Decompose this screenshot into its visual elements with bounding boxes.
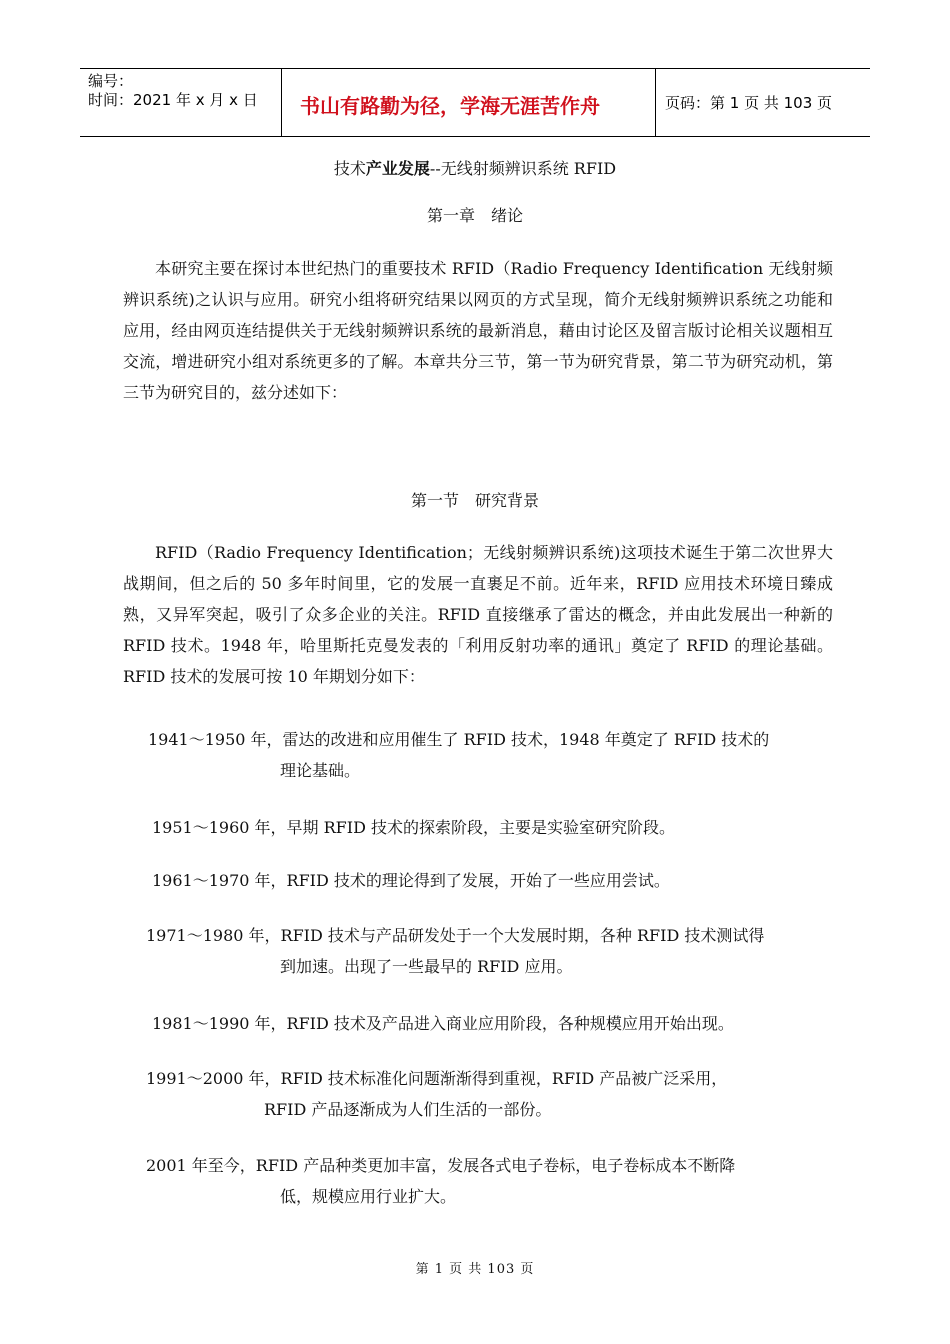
header-divider-right — [655, 68, 656, 136]
timeline-line: 1961～1970 年，RFID 技术的理论得到了发展，开始了一些应用尝试。 — [152, 871, 670, 890]
timeline-line-cont: RFID 产品逐渐成为人们生活的一部份。 — [264, 1100, 552, 1119]
timeline-line: 1981～1990 年，RFID 技术及产品进入商业应用阶段，各种规模应用开始出现。 — [152, 1014, 734, 1033]
timeline-item — [146, 920, 764, 982]
timeline-item — [152, 812, 675, 843]
section-heading: 第一节 研究背景 — [410, 491, 539, 510]
timeline-line-cont: 到加速。出现了一些最早的 RFID 应用。 — [280, 957, 573, 976]
timeline-line: 1951～1960 年，早期 RFID 技术的探索阶段，主要是实验室研究阶段。 — [152, 818, 675, 837]
timeline-item — [146, 1150, 735, 1212]
header-top-rule — [80, 68, 870, 69]
timeline-item — [146, 1063, 727, 1125]
timeline-line-cont: 低，规模应用行业扩大。 — [280, 1187, 457, 1206]
timeline-item — [148, 724, 769, 786]
header-divider-left — [281, 68, 282, 136]
title-suffix: --无线射频辨识系统 RFID — [429, 159, 617, 178]
title-prefix: 技术 — [333, 159, 366, 178]
intro-paragraph: 本研究主要在探讨本世纪热门的重要技术 RFID（Radio Frequency Identification 无线射频辨识系统)之认识与应用。研究小组将研究结果以网页的方式呈现，简介无线射频辨识系统之功能和应用，经由网页连结提供关于无线射频辨识系统的最新消息，藉由讨论区及留言版讨论相关议题相互交流，增进研究小组对系统更多的了解。本章共分三节，第一节为研究背景，第二节为研究动机，第三节为研究目的，兹分述如下： — [123, 259, 833, 402]
time-label: 时间：2021 年 x 月 x 日 — [88, 91, 258, 109]
timeline-line: 2001 年至今，RFID 产品种类更加丰富，发展各式电子卷标，电子卷标成本不断降 — [146, 1156, 736, 1175]
timeline-item — [152, 1008, 734, 1039]
header-motto: 书山有路勤为径，学海无涯苦作舟 — [300, 94, 600, 118]
timeline-item — [152, 865, 670, 896]
page-footer: 第 1 页 共 103 页 — [415, 1262, 535, 1277]
timeline-line: 1991～2000 年，RFID 技术标准化问题渐渐得到重视，RFID 产品被广泛采用， — [146, 1069, 728, 1088]
background-paragraph: RFID（Radio Frequency Identification；无线射频辨识系统)这项技术诞生于第二次世界大战期间，但之后的 50 多年时间里，它的发展一直裹足不前。近年来，RFID 应用技术环境日臻成熟，又异军突起，吸引了众多企业的关注。RFID 直接继承了雷达的概念，并由此发展出一种新的 RFID 技术。1948 年，哈里斯托克曼发表的「利用反射功率的通讯」奠定了 RFID 的理论基础。RFID 技术的发展可按 10 年期划分如下： — [123, 543, 833, 686]
title-bold: 产业发展 — [365, 159, 430, 178]
serial-label: 编号： — [88, 72, 134, 90]
page-label: 页码：第 1 页 共 103 页 — [665, 94, 833, 112]
chapter-heading: 第一章 绪论 — [426, 206, 523, 225]
timeline-line: 1941～1950 年，雷达的改进和应用催生了 RFID 技术，1948 年奠定了 RFID 技术的 — [148, 730, 770, 749]
timeline-line-cont: 理论基础。 — [280, 761, 361, 780]
timeline-line: 1971～1980 年，RFID 技术与产品研发处于一个大发展时期，各种 RFID 技术测试得 — [146, 926, 765, 945]
header-bottom-rule — [80, 136, 870, 137]
document-title — [0, 156, 950, 179]
